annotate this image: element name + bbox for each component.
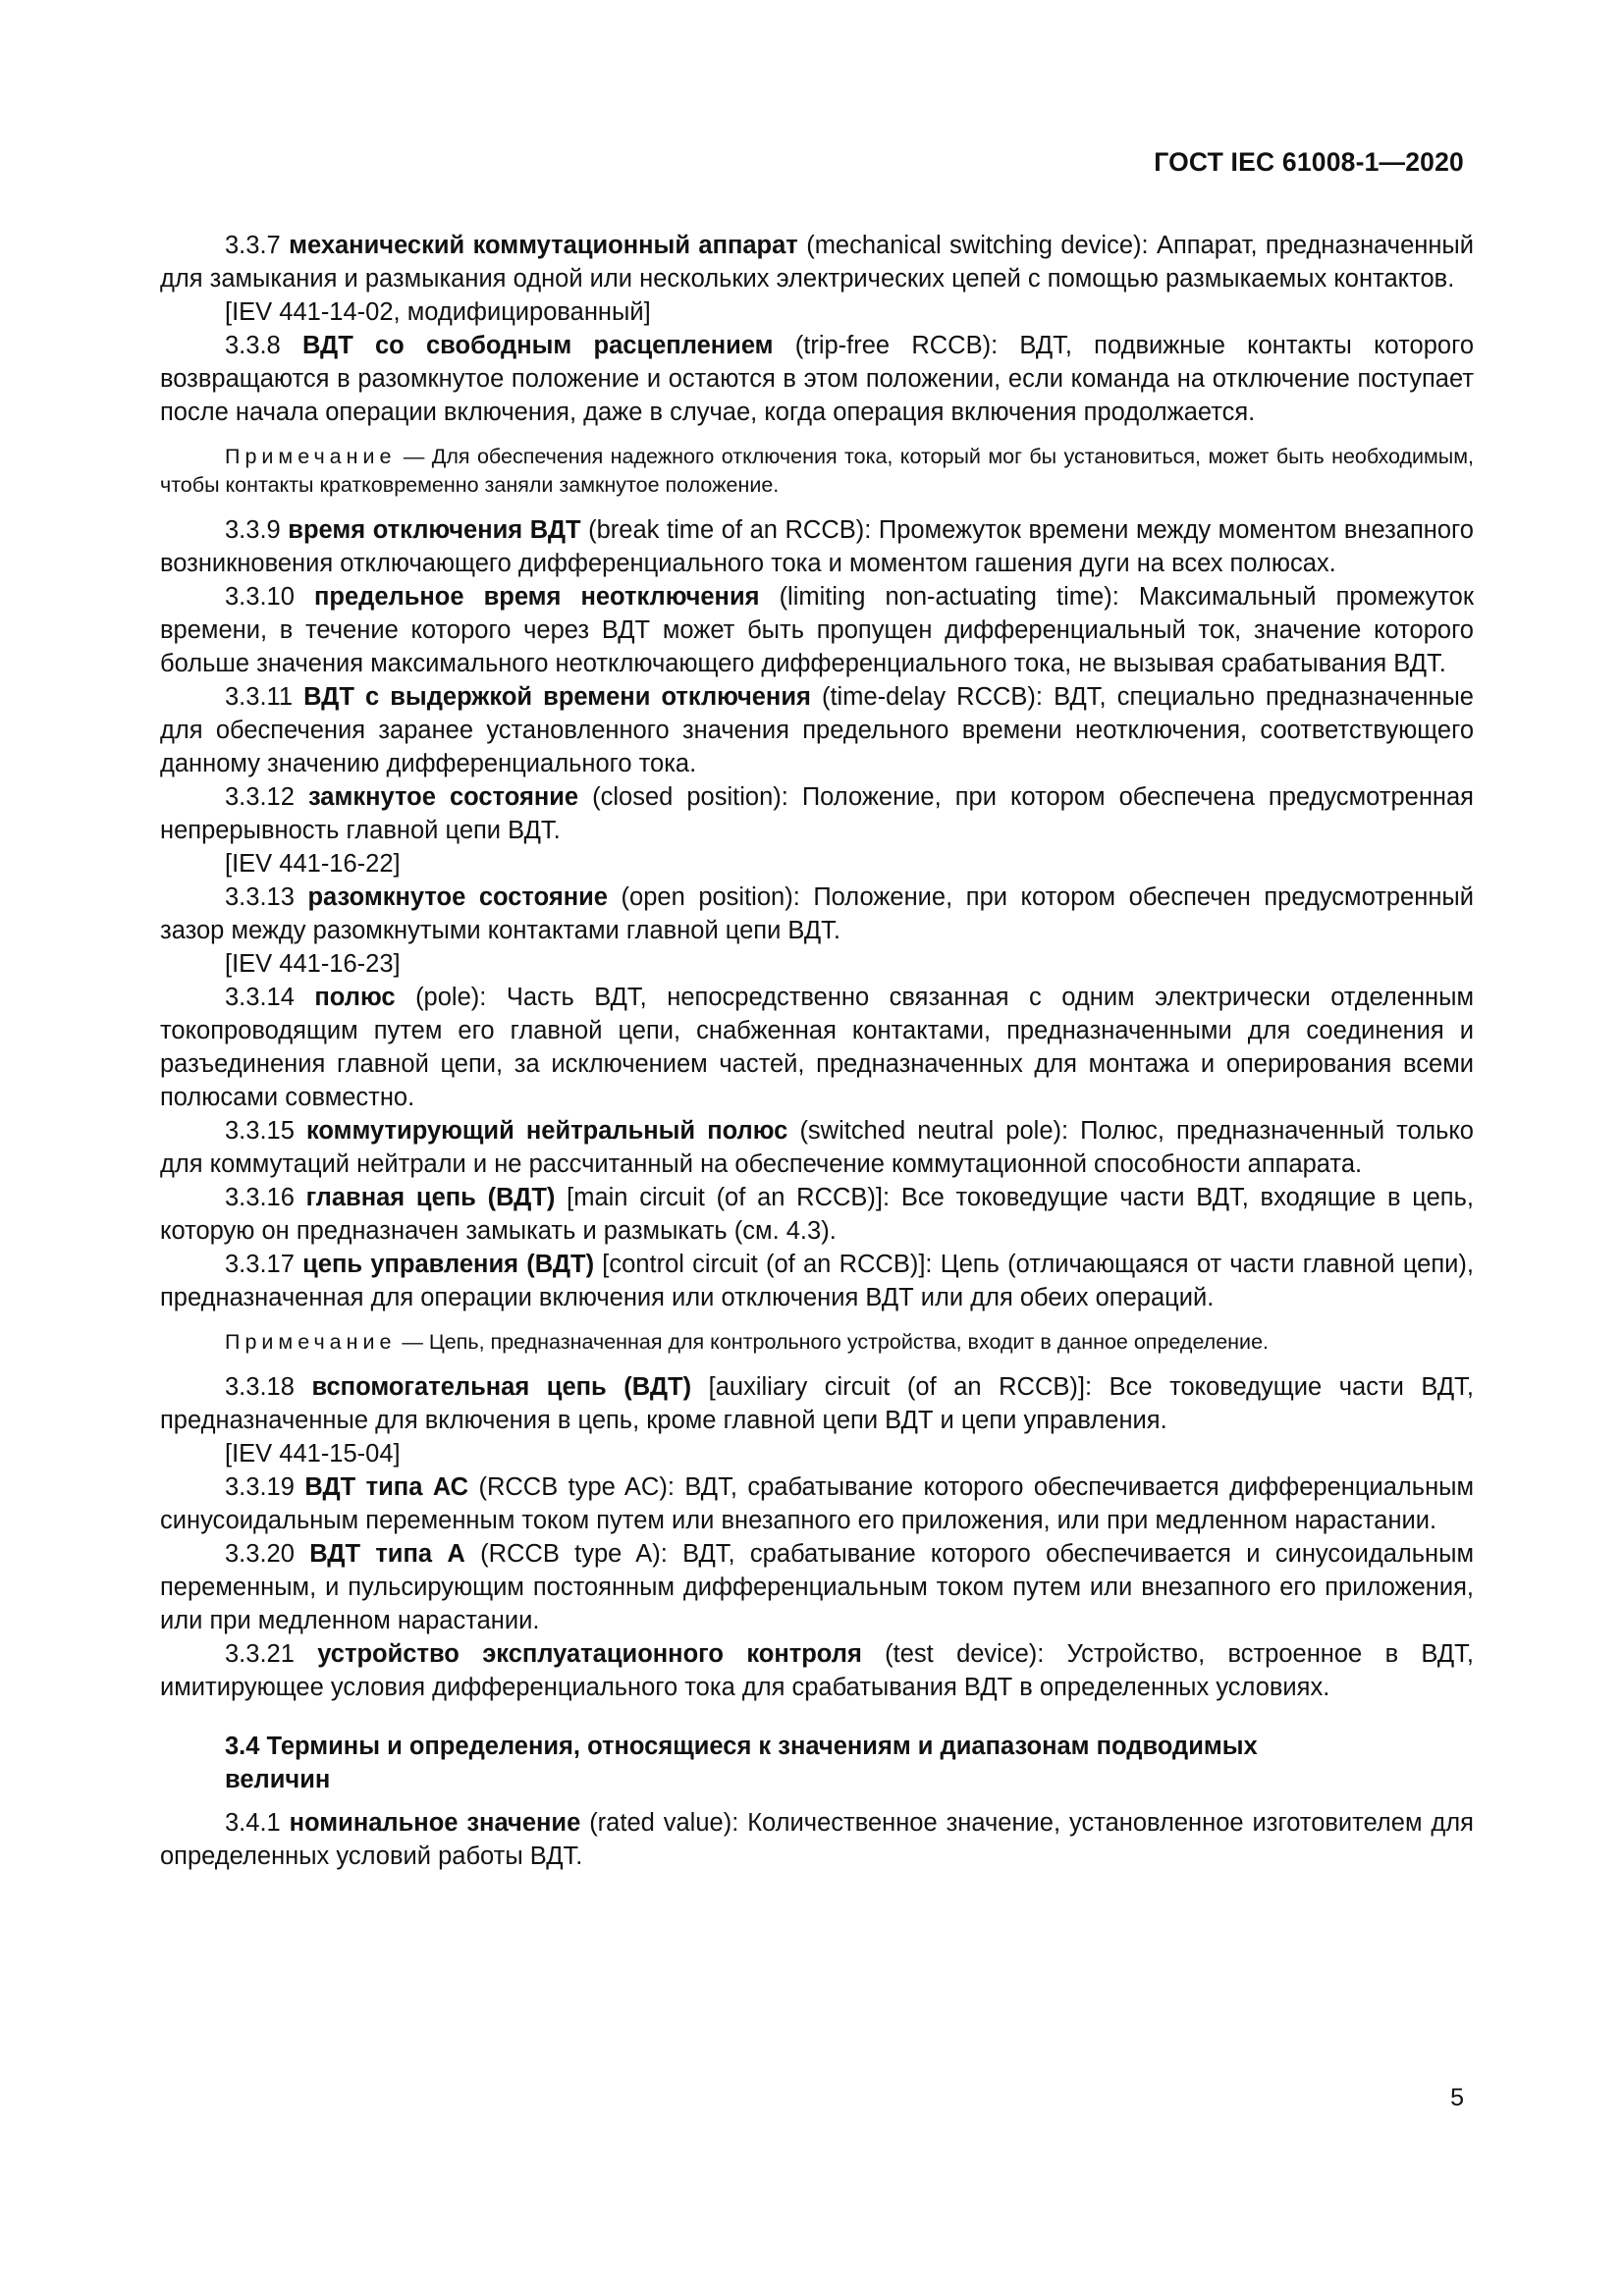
clause-number: 3.3.9 — [225, 516, 281, 544]
definition-text: (RCCB type AC): ВДТ, срабатывание которого обеспечивается дифференциальным синусоидальным переменным током путем или внезапного его приложения, или при медленном нарастании. — [160, 1473, 1475, 1534]
definition-paragraph — [160, 1806, 1474, 1873]
clause-number: 3.3.12 — [225, 783, 295, 811]
definition-paragraph — [160, 1537, 1474, 1637]
clause-number: 3.3.21 — [225, 1640, 295, 1668]
term: замкнутое состояние — [307, 783, 579, 811]
definition-text: (trip-free RCCB): ВДТ, подвижные контакты которого возвращаются в разомкнутое положение и остаются в этом положении, если команда на отключение поступает после начала операции включения, даже в случае, когда операция включения продолжается. — [160, 332, 1474, 426]
note — [160, 1328, 1474, 1357]
definition-text: [auxiliary circuit (of an RCCB)]: Все токоведущие части ВДТ, предназначенные для включения в цепь, кроме главной цепи ВДТ и цепи управления. — [160, 1373, 1474, 1434]
clause-number: 3.3.16 — [225, 1184, 295, 1211]
definition-text: (RCCB type A): ВДТ, срабатывание которого обеспечивается и синусоидальным переменным, и пульсирующим постоянным дифференциальным током путем или внезапного его приложения, или при медленном нарастании. — [160, 1540, 1474, 1634]
definition-paragraph — [160, 513, 1474, 580]
clause-number: 3.3.7 — [225, 232, 281, 259]
definition-paragraph — [160, 780, 1474, 847]
note-label: Примечание — [225, 1330, 397, 1354]
definition-paragraph — [160, 981, 1474, 1114]
definition-paragraph — [160, 1248, 1474, 1314]
definition-text: (time-delay RCCB): ВДТ, специально предназначенные для обеспечения заранее установленного значения предельного времени неотключения, соответствующего данному значению дифференциального тока. — [160, 683, 1474, 777]
definition-text: (break time of an RCCB): Промежуток времени между моментом внезапного возникновения отключающего дифференциального тока и моментом гашения дуги на всех полюсах. — [160, 516, 1474, 577]
term: время отключения ВДТ — [288, 516, 581, 544]
note — [160, 443, 1474, 500]
definition-text: (open position): Положение, при котором обеспечен предусмотренный зазор между разомкнутыми контактами главной цепи ВДТ. — [160, 883, 1474, 944]
definition-paragraph — [160, 881, 1474, 947]
clause-number: 3.3.17 — [225, 1251, 295, 1278]
clause-number: 3.3.20 — [225, 1540, 295, 1568]
section-heading: 3.4 Термины и определения, относящиеся к значениям и диапазонам подводимых величин — [225, 1733, 1258, 1793]
definition-text: (closed position): Положение, при котором обеспечена предусмотренная непрерывность главной цепи ВДТ. — [160, 783, 1474, 844]
source-reference: [IEV 441-15-04] — [225, 1440, 401, 1468]
document-body — [160, 229, 1474, 1873]
clause-number: 3.3.13 — [225, 883, 295, 911]
term: ВДТ типа АС — [304, 1473, 469, 1501]
clause-number: 3.3.19 — [225, 1473, 295, 1501]
source-reference: [IEV 441-16-22] — [225, 850, 401, 878]
term: коммутирующий нейтральный полюс — [306, 1117, 788, 1145]
definition-text: (mechanical switching device): Аппарат, предназначенный для замыкания и размыкания одной или нескольких электрических цепей с помощью размыкаемых контактов. — [160, 232, 1474, 293]
term: предельное время неотключения — [313, 583, 760, 611]
definition-paragraph — [160, 329, 1474, 429]
note-text: — Для обеспечения надежного отключения тока, который мог бы установиться, может быть необходимым, чтобы контакты кратковременно заняли замкнутое положение. — [160, 445, 1474, 497]
definition-paragraph — [160, 1114, 1474, 1181]
definition-paragraph — [160, 680, 1474, 780]
clause-number: 3.3.10 — [225, 583, 295, 611]
term: номинальное значение — [289, 1809, 581, 1837]
term: ВДТ с выдержкой времени отключения — [303, 683, 811, 711]
note-text: — Цепь, предназначенная для контрольного устройства, входит в данное определение. — [396, 1330, 1269, 1354]
term: вспомогательная цепь (ВДТ) — [311, 1373, 692, 1401]
term: ВДТ типа А — [309, 1540, 465, 1568]
definition-paragraph — [160, 1637, 1474, 1704]
definition-text: (pole): Часть ВДТ, непосредственно связанная с одним электрически отделенным токопроводящим путем его главной цепи, снабженная контактами, предназначенными для соединения и разъединения главной цепи, за исключением частей, предназначенных для монтажа и оперирования всеми полюсами совместно. — [160, 984, 1474, 1111]
definition-paragraph — [160, 229, 1474, 295]
definition-text: (limiting non-actuating time): Максимальный промежуток времени, в течение которого через ВДТ может быть пропущен дифференциальный ток, значение которого больше значения максимального неотключающего дифференциального тока, не вызывая срабатывания ВДТ. — [160, 583, 1474, 677]
definition-text: (rated value): Количественное значение, установленное изготовителем для определенных условий работы ВДТ. — [160, 1809, 1474, 1870]
term: устройство эксплуатационного контроля — [317, 1640, 862, 1668]
page-number: 5 — [1450, 2084, 1464, 2111]
term: цепь управления (ВДТ) — [302, 1251, 595, 1278]
source-reference: [IEV 441-14-02, модифицированный] — [225, 298, 651, 326]
clause-number: 3.3.14 — [225, 984, 295, 1011]
definition-paragraph — [160, 1181, 1474, 1248]
term: разомкнутое состояние — [307, 883, 608, 911]
clause-number: 3.3.18 — [225, 1373, 295, 1401]
definition-paragraph — [160, 1470, 1474, 1537]
definition-text: [control circuit (of an RCCB)]: Цепь (отличающаяся от части главной цепи), предназначенная для операции включения или отключения ВДТ или для обеих операций. — [160, 1251, 1474, 1311]
term: главная цепь (ВДТ) — [305, 1184, 556, 1211]
clause-number: 3.3.8 — [225, 332, 281, 359]
clause-number: 3.3.15 — [225, 1117, 295, 1145]
clause-number: 3.3.11 — [225, 683, 294, 711]
definition-text: (switched neutral pole): Полюс, предназначенный только для коммутаций нейтрали и не рассчитанный на обеспечение коммутационной способности аппарата. — [160, 1117, 1474, 1178]
document-code: ГОСТ IEC 61008-1—2020 — [1154, 147, 1464, 177]
source-reference: [IEV 441-16-23] — [225, 950, 401, 978]
term: полюс — [314, 984, 396, 1011]
definition-text: (test device): Устройство, встроенное в ВДТ, имитирующее условия дифференциального тока для срабатывания ВДТ в определенных условиях. — [160, 1640, 1474, 1701]
clause-number: 3.4.1 — [225, 1809, 281, 1837]
definition-text: [main circuit (of an RCCB)]: Все токоведущие части ВДТ, входящие в цепь, которую он предназначен замыкать и размыкать (см. 4.3). — [160, 1184, 1474, 1245]
note-label: Примечание — [225, 445, 397, 468]
term: механический коммутационный аппарат — [289, 232, 798, 259]
definition-paragraph — [160, 1370, 1474, 1437]
definition-paragraph — [160, 580, 1474, 680]
term: ВДТ со свободным расцеплением — [301, 332, 774, 359]
